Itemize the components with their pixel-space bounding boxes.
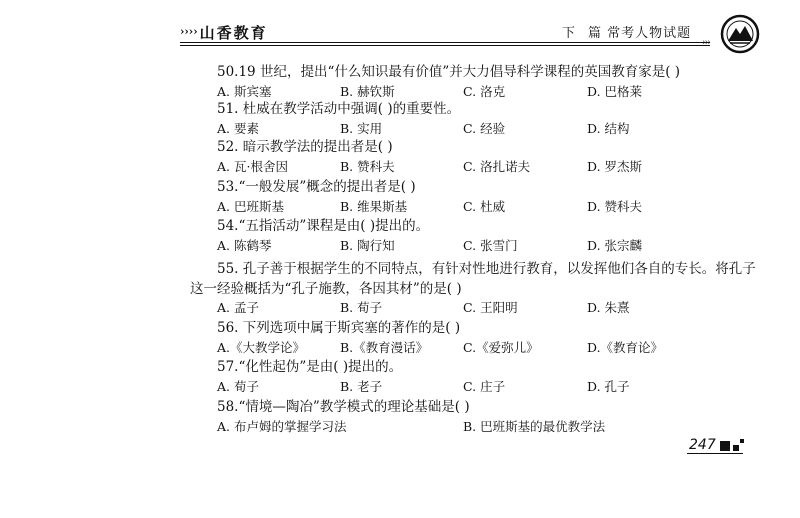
question-56: 56. 下列选项中属于斯宾塞的著作的是( ) [217, 320, 461, 336]
q56-option-b: B.《教育漫话》 [340, 340, 429, 355]
q53-option-b: B. 维果斯基 [340, 199, 408, 214]
page-number: 247 [689, 437, 716, 453]
question-55: 55. 孔子善于根据学生的不同特点，有针对性地进行教育，以发挥他们各自的专长。将孔子 [217, 261, 756, 277]
q50-option-a: A. 斯宾塞 [217, 84, 272, 99]
q52-option-d: D. 罗杰斯 [587, 159, 643, 174]
q53-option-a: A. 巴班斯基 [217, 199, 284, 214]
question-57: 57.“化性起伪”是由( )提出的。 [217, 359, 403, 375]
question-52: 52. 暗示教学法的提出者是( ) [217, 139, 393, 155]
page-number-rule [687, 453, 743, 454]
q52-option-c: C. 洛扎诺夫 [463, 159, 531, 174]
q55-option-a: A. 孟子 [217, 300, 259, 315]
q56-option-a: A.《大教学论》 [217, 340, 306, 355]
q53-option-d: D. 赞科夫 [587, 199, 643, 214]
brand-name: 山香教育 [199, 24, 268, 42]
q52-option-b: B. 赞科夫 [340, 159, 395, 174]
header-section [562, 22, 691, 41]
q56-option-d: D.《教育论》 [587, 340, 664, 355]
q57-option-c: C. 庄子 [463, 379, 506, 394]
square-small-icon [733, 445, 739, 451]
q54-option-d: D. 张宗麟 [587, 238, 643, 253]
q50-option-b: B. 赫钦斯 [340, 84, 395, 99]
q57-option-d: D. 孔子 [587, 379, 630, 394]
q54-option-c: C. 张雪门 [463, 238, 518, 253]
header-rule [180, 42, 710, 43]
header-chevron-icon: ›››› [180, 25, 198, 38]
section-title: 篇 常考人物试题 [588, 26, 692, 41]
square-icon [720, 441, 730, 451]
q51-option-b: B. 实用 [340, 121, 383, 136]
q55-option-b: B. 荀子 [340, 300, 383, 315]
header-rule-thin [180, 45, 710, 46]
q52-option-a: A. 瓦·根舍因 [217, 159, 288, 174]
q51-option-d: D. 结构 [587, 121, 630, 136]
section-volume: 下 [562, 26, 577, 41]
q54-option-a: A. 陈鹤琴 [217, 238, 272, 253]
question-53: 53.“一般发展”概念的提出者是( ) [217, 179, 416, 195]
mountain-logo-icon [720, 14, 760, 54]
q57-option-a: A. 荀子 [217, 379, 259, 394]
question-51: 51. 杜威在教学活动中强调( )的重要性。 [217, 101, 461, 117]
q58-option-a: A. 布卢姆的掌握学习法 [217, 419, 347, 434]
header-brand [180, 22, 268, 43]
q51-option-c: C. 经验 [463, 121, 506, 136]
q58-option-b: B. 巴班斯基的最优教学法 [463, 419, 606, 434]
question-55-continued: 这一经验概括为“孔子施教，各因其材”的是( ) [190, 281, 462, 297]
question-50: 50.19 世纪，提出“什么知识最有价值”并大力倡导科学课程的英国教育家是( ) [217, 64, 681, 80]
q56-option-c: C.《爱弥儿》 [463, 340, 539, 355]
q57-option-b: B. 老子 [340, 379, 383, 394]
q50-option-d: D. 巴格莱 [587, 84, 643, 99]
question-54: 54.“五指活动”课程是由( )提出的。 [217, 218, 430, 234]
square-tiny-icon [740, 439, 744, 443]
q55-option-c: C. 王阳明 [463, 300, 518, 315]
q55-option-d: D. 朱熹 [587, 300, 630, 315]
q50-option-c: C. 洛克 [463, 84, 506, 99]
q51-option-a: A. 要素 [217, 121, 259, 136]
q54-option-b: B. 陶行知 [340, 238, 395, 253]
question-58: 58.“情境—陶冶”教学模式的理论基础是( ) [217, 399, 470, 415]
header-arrows-icon: ››› [702, 38, 710, 48]
q53-option-c: C. 杜威 [463, 199, 506, 214]
